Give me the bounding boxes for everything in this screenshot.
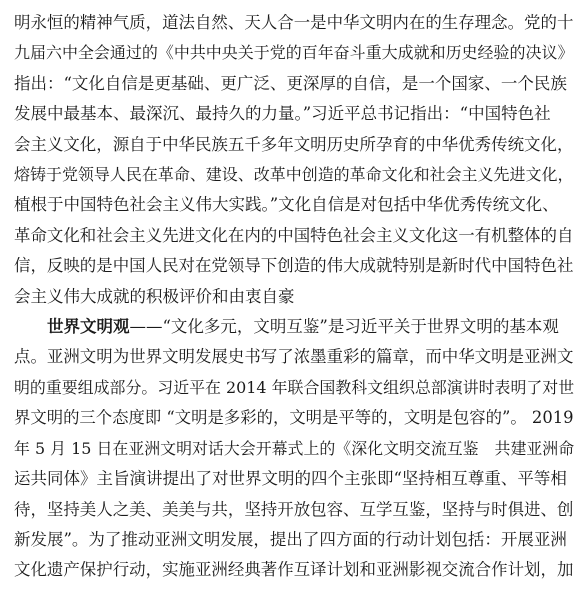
text-line: 会主义文化，源自于中华民族五千多年文明历史所孕育的中华优秀传统文化， — [14, 134, 574, 154]
text-line: 熔铸于党领导人民在革命、建设、改革中创造的革命文化和社会主义先进文化， — [14, 165, 574, 185]
paragraph-world-civilization — [14, 312, 574, 586]
paragraph-cultural-confidence — [14, 8, 574, 312]
text-line: 植根于中国特色社会主义伟大实践。”文化自信是对包括中华优秀传统文化、 — [14, 195, 559, 215]
text-line: 发展中最基本、最深沉、最持久的力量。”习近平总书记指出：“中国特色社 — [14, 104, 551, 124]
text-line — [14, 312, 574, 342]
text-line: 年 5 月 15 日在亚洲文明对话大会开幕式上的《深化文明交流互鉴 共建亚洲命 — [14, 438, 575, 458]
text-line: 明永恒的精神气质，道法自然、天人合一是中华文明内在的生存理念。党的十 — [14, 13, 574, 32]
text-line: 明的重要组成部分。习近平在 2014 年联合国教科文组织总部演讲时表明了对世 — [14, 377, 575, 397]
text-line: 革命文化和社会主义先进文化在内的中国特色社会主义文化这一有机整体的自 — [14, 225, 574, 245]
text-line: 文化遗产保护行动，实施亚洲经典著作互译计划和亚洲影视交流合作计划，加 — [14, 560, 574, 580]
section-term: 世界文明观 — [47, 317, 130, 337]
text-line: 九届六中全会通过的《中共中央关于党的百年奋斗重大成就和历史经验的决议》 — [14, 43, 574, 63]
text-line-content: ——“文化多元，文明互鉴”是习近平关于世界文明的基本观 — [129, 317, 559, 337]
text-line: 指出：“文化自信是更基础、更广泛、更深厚的自信，是一个国家、一个民族 — [14, 73, 567, 93]
text-line: 待，坚持美人之美、美美与共，坚持开放包容、互学互鉴，坚持与时俱进、创 — [14, 499, 574, 519]
text-line: 点。亚洲文明为世界文明发展史书写了浓墨重彩的篇章，而中华文明是亚洲文 — [14, 347, 574, 367]
text-line: 新发展”。为了推动亚洲文明发展，提出了四方面的行动计划包括：开展亚洲 — [14, 529, 567, 549]
text-line: 运共同体》主旨演讲提出了对世界文明的四个主张即“坚持相互尊重、平等相 — [14, 469, 567, 489]
text-line: 会主义伟大成就的积极评价和由衷自豪 — [14, 286, 295, 306]
text-line: 界文明的三个态度即 “文明是多彩的，文明是平等的，文明是包容的”。 2019 — [14, 408, 574, 428]
text-line: 信，反映的是中国人民对在党领导下创造的伟大成就特别是新时代中国特色社 — [14, 256, 574, 276]
